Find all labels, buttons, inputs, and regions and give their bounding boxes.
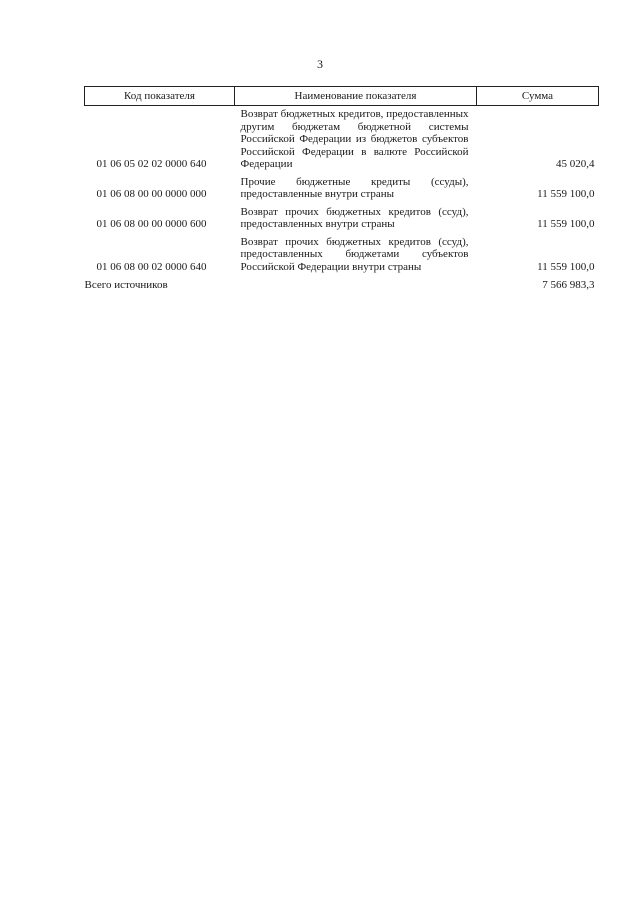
table-header bbox=[85, 87, 599, 106]
row-name-text: Прочие бюджетные кредиты (ссуды), предоставленные внутри страны bbox=[240, 175, 469, 200]
sources-table-container bbox=[84, 86, 598, 295]
total-label: Всего источников bbox=[84, 279, 168, 291]
row-name bbox=[235, 174, 477, 204]
row-name-text: Возврат бюджетных кредитов, предоставленных другим бюджетам бюджетной системы Российской Федерации из бюджетов субъектов Российской Федерации в валюте Российской Федерации bbox=[240, 108, 469, 170]
row-name bbox=[235, 106, 477, 174]
row-sum: 11 559 100,0 bbox=[537, 188, 595, 200]
table-row bbox=[85, 204, 599, 234]
row-code: 01 06 08 00 00 0000 000 bbox=[96, 188, 207, 200]
total-row bbox=[85, 276, 599, 295]
row-code: 01 06 05 02 02 0000 640 bbox=[96, 158, 207, 170]
header-row bbox=[85, 87, 599, 106]
row-name-text: Возврат прочих бюджетных кредитов (ссуд), предоставленных бюджетами субъектов Российской Федерации внутри страны bbox=[240, 235, 469, 273]
row-code: 01 06 08 00 02 0000 640 bbox=[96, 260, 207, 273]
sources-table bbox=[84, 86, 599, 295]
header-sum: Сумма bbox=[477, 87, 599, 106]
page-number: 3 bbox=[317, 57, 323, 71]
table-row bbox=[85, 234, 599, 277]
table-body bbox=[85, 106, 599, 295]
row-name bbox=[235, 234, 477, 277]
table-row bbox=[85, 106, 599, 174]
table-row bbox=[85, 174, 599, 204]
row-name-text: Возврат прочих бюджетных кредитов (ссуд), предоставленных внутри страны bbox=[240, 205, 469, 230]
row-code: 01 06 08 00 00 0000 600 bbox=[96, 218, 207, 230]
row-name bbox=[235, 204, 477, 234]
row-sum: 11 559 100,0 bbox=[537, 218, 595, 230]
row-sum: 45 020,4 bbox=[556, 158, 595, 170]
total-name-empty bbox=[235, 276, 477, 295]
total-sum: 7 566 983,3 bbox=[542, 279, 595, 291]
row-sum: 11 559 100,0 bbox=[537, 260, 595, 273]
header-name: Наименование показателя bbox=[235, 87, 477, 106]
header-code: Код показателя bbox=[85, 87, 235, 106]
